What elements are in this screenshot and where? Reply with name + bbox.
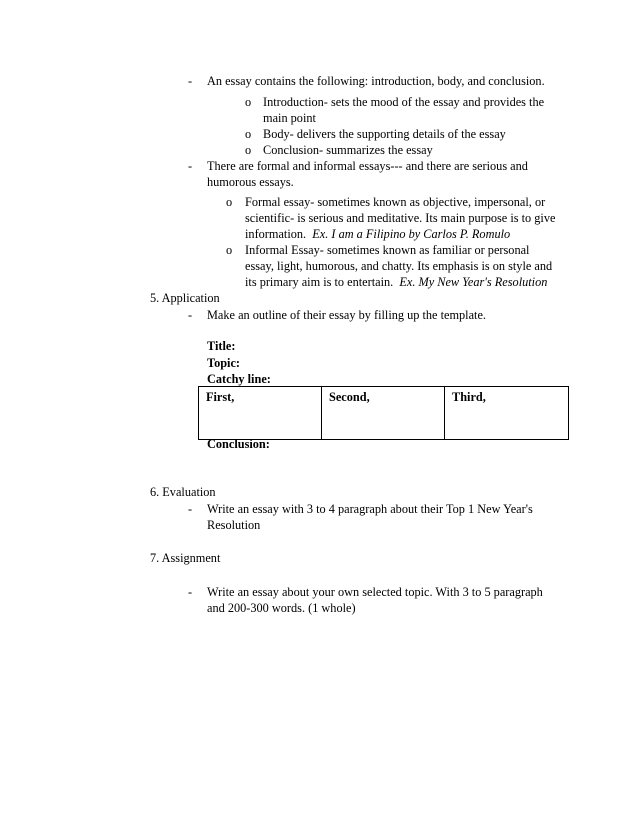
informal-essay-line1: Informal Essay- sometimes known as familiar or personal bbox=[245, 243, 530, 257]
template-topic-label: Topic: bbox=[207, 356, 241, 370]
template-catchy-line-label: Catchy line: bbox=[207, 372, 271, 386]
evaluation-heading: 6. Evaluation bbox=[150, 485, 216, 499]
sub-bullet-marker: o bbox=[245, 95, 252, 109]
sub-bullet-marker: o bbox=[245, 143, 252, 157]
assignment-line1: Write an essay about your own selected topic. With 3 to 5 paragraph bbox=[207, 585, 543, 599]
informal-essay-info: its primary aim is to entertain. bbox=[245, 275, 394, 289]
assignment-heading: 7. Assignment bbox=[150, 551, 221, 565]
bullet-dash: - bbox=[188, 502, 193, 516]
body-definition: Body- delivers the supporting details of the essay bbox=[263, 127, 506, 141]
informal-essay-example: Ex. My New Year's Resolution bbox=[399, 275, 548, 289]
template-conclusion-label: Conclusion: bbox=[207, 437, 270, 451]
table-row bbox=[199, 387, 569, 440]
sub-bullet-marker: o bbox=[226, 243, 233, 257]
sub-bullet-marker: o bbox=[226, 195, 233, 209]
formal-essay-info: information. bbox=[245, 227, 307, 241]
assignment-line2: and 200-300 words. (1 whole) bbox=[207, 601, 356, 615]
informal-essay-line3 bbox=[245, 274, 547, 290]
bullet-dash: - bbox=[188, 74, 193, 88]
essay-types-line1: There are formal and informal essays--- and there are serious and bbox=[207, 159, 528, 173]
table-cell-second: Second, bbox=[322, 387, 445, 440]
conclusion-definition: Conclusion- summarizes the essay bbox=[263, 143, 433, 157]
sub-bullet-marker: o bbox=[245, 127, 252, 141]
informal-essay-line2: essay, light, humorous, and chatty. Its emphasis is on style and bbox=[245, 259, 553, 273]
essay-contents-text: An essay contains the following: introduction, body, and conclusion. bbox=[207, 74, 545, 88]
evaluation-line2: Resolution bbox=[207, 518, 261, 532]
table-cell-third: Third, bbox=[445, 387, 569, 440]
bullet-dash: - bbox=[188, 585, 193, 599]
essay-types-line2: humorous essays. bbox=[207, 175, 294, 189]
bullet-dash: - bbox=[188, 308, 193, 322]
formal-essay-line2: scientific- is serious and meditative. Its main purpose is to give bbox=[245, 211, 556, 225]
application-instruction: Make an outline of their essay by filling up the template. bbox=[207, 308, 486, 322]
introduction-definition-line1: Introduction- sets the mood of the essay and provides the bbox=[263, 95, 545, 109]
formal-essay-line3 bbox=[245, 226, 510, 242]
evaluation-line1: Write an essay with 3 to 4 paragraph about their Top 1 New Year's bbox=[207, 502, 533, 516]
formal-essay-line1: Formal essay- sometimes known as objective, impersonal, or bbox=[245, 195, 546, 209]
introduction-definition-line2: main point bbox=[263, 111, 316, 125]
formal-essay-example: Ex. I am a Filipino by Carlos P. Romulo bbox=[312, 227, 511, 241]
bullet-dash: - bbox=[188, 159, 193, 173]
outline-template-table bbox=[198, 386, 569, 440]
application-heading: 5. Application bbox=[150, 291, 220, 305]
template-title-label: Title: bbox=[207, 339, 236, 353]
table-cell-first: First, bbox=[199, 387, 322, 440]
